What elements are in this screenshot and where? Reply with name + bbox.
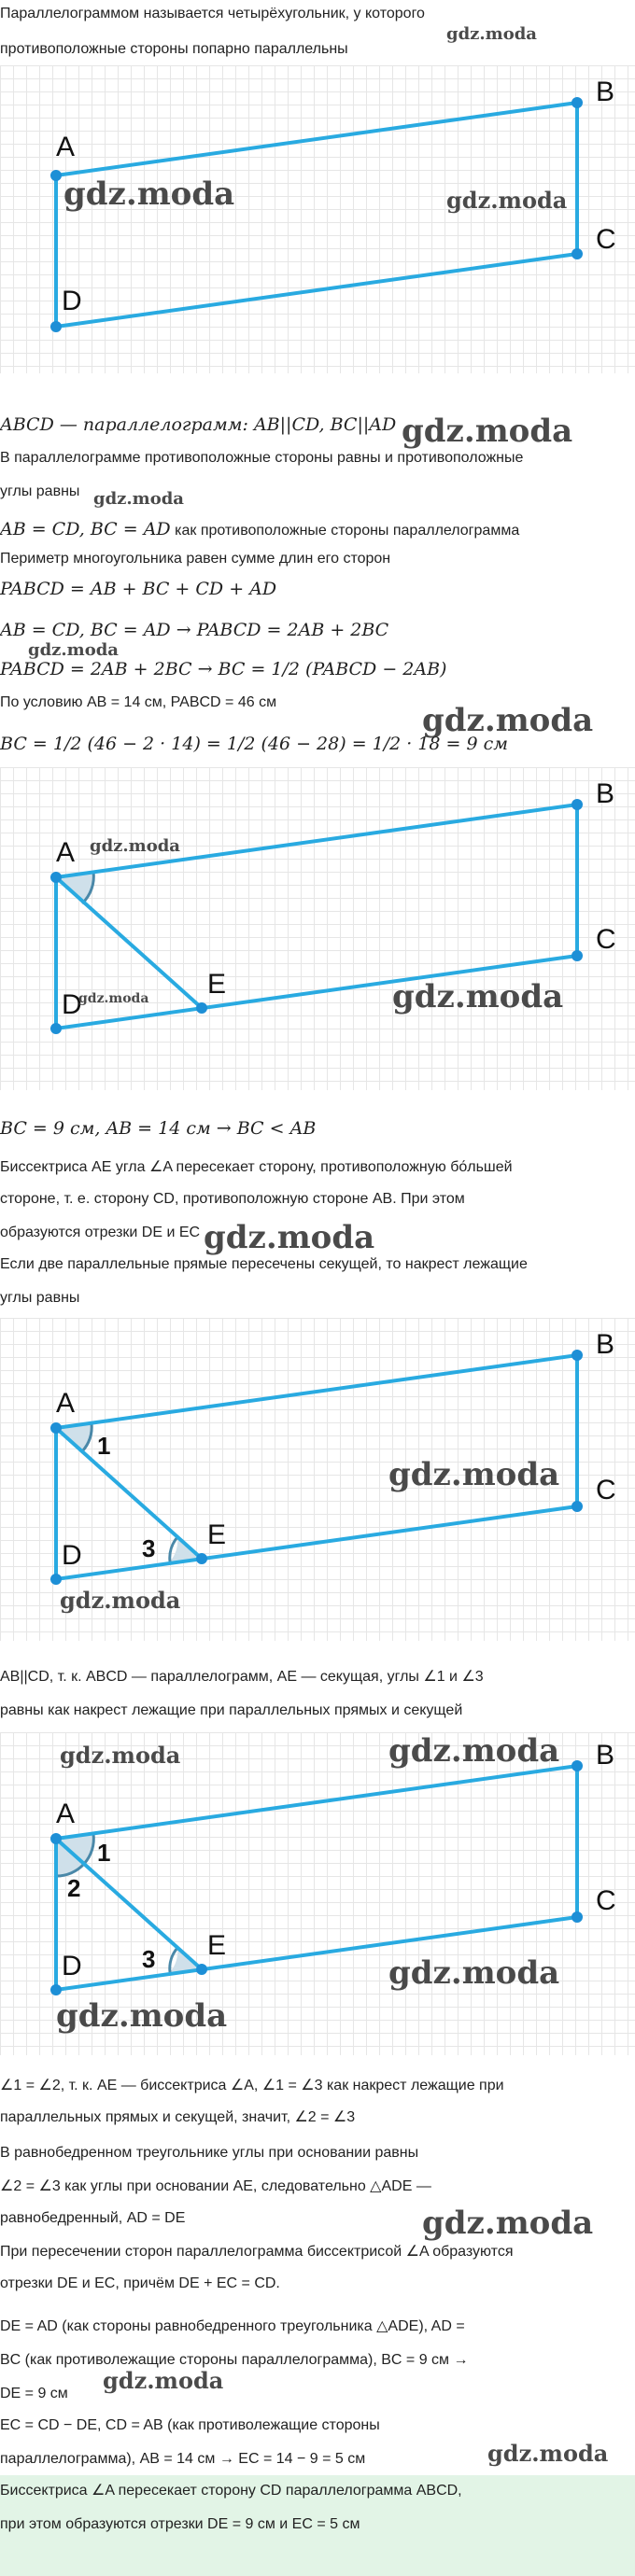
watermark: gdz.moda [402,413,573,450]
angle-1-label: 1 [97,1432,111,1460]
vertex-d [50,1984,62,1995]
watermark: gdz.moda [90,836,180,856]
angle-2-label: 2 [67,1874,81,1902]
figure-alternate-angles [0,1318,635,1641]
watermark: gdz.moda [422,702,594,739]
watermark: gdz.moda [446,24,537,44]
definition-line-1: Параллелограммом называется четырёхугольник, у которого [0,6,425,21]
perimeter-rule: Периметр многоугольника равен сумме длин его сторон [0,551,391,567]
figure-isosceles [0,1732,635,2055]
secant-line-2: равны как накрест лежащие при параллельных прямых и секущей [0,1702,463,1718]
bisector-line-3: образуются отрезки DE и EC [0,1225,201,1240]
vertex-c [572,1501,583,1512]
angle-3-label: 3 [142,1945,156,1973]
watermark: gdz.moda [60,1587,181,1614]
vertex-a [50,872,62,883]
label-c: C [596,924,616,955]
property-line-1: В параллелограмме противоположные стороны равны и противоположные [0,450,524,466]
bisector-equal-line-1: ∠1 = ∠2, т. к. AE — биссектриса ∠A, ∠1 = ∠3 как накрест лежащие при [0,2078,504,2093]
segments-line-1: При пересечении сторон параллелограмма биссектрисой ∠A образуются [0,2244,514,2260]
equal-sides-math: AB = CD, BC = AD [0,519,171,539]
answer-line-2: при этом образуются отрезки DE = 9 см и EC = 5 см [0,2516,360,2532]
bisector-ae [56,877,202,1008]
watermark: gdz.moda [60,1742,181,1769]
statement-abcd: ABCD — параллелограмм: AB||CD, BC||AD [0,414,397,435]
vertex-c [572,248,583,259]
bc-computation: BC = 1/2 (46 − 2 · 14) = 1/2 (46 − 28) = 1/2 · 18 = 9 см [0,734,509,754]
answer-line-1: Биссектриса ∠A пересекает сторону CD параллелограмма ABCD, [0,2483,462,2499]
watermark: gdz.moda [78,991,149,1006]
watermark: gdz.moda [56,1997,228,2035]
alternate-angles-line-1: Если две параллельные прямые пересечены секущей, то накрест лежащие [0,1256,528,1272]
label-a: A [56,1799,76,1829]
isosceles-line-3: равнобедренный, AD = DE [0,2210,186,2226]
label-d: D [62,1951,82,1981]
bisector-ae [56,1839,202,1969]
ec-line-1: EC = CD − DE, CD = AB (как противолежащие стороны [0,2417,380,2433]
label-a: A [56,132,76,162]
perimeter-formula: PABCD = AB + BC + CD + AD [0,579,277,599]
bisector-diagram [0,767,635,1090]
alternate-angles-line-2: углы равны [0,1290,80,1306]
label-b: B [596,77,615,107]
vertex-d [50,1023,62,1034]
vertex-c [572,1911,583,1923]
secant-line-1: AB||CD, т. к. ABCD — параллелограмм, AE — секущая, углы ∠1 и ∠3 [0,1669,484,1685]
bisector-line-2: стороне, т. е. сторону CD, противоположную стороне AB. При этом [0,1191,465,1207]
figure-bisector [0,767,635,1090]
watermark: gdz.moda [93,489,184,509]
vertex-a [50,170,62,181]
watermark: gdz.moda [204,1219,375,1256]
point-e [196,1002,207,1014]
point-e [196,1553,207,1564]
parallelogram-diagram [0,65,635,373]
vertex-b [572,799,583,810]
given-values: По условию AB = 14 см, PABCD = 46 см [0,694,277,710]
watermark: gdz.moda [392,978,564,1015]
watermark: gdz.moda [64,175,235,213]
vertex-d [50,321,62,332]
vertex-b [572,1760,583,1771]
perimeter-substitution: AB = CD, BC = AD → PABCD = 2AB + 2BC [0,620,389,640]
isosceles-line-2: ∠2 = ∠3 как углы при основании AE, следовательно △ADE — [0,2178,431,2194]
label-e: E [207,1519,227,1550]
watermark: gdz.moda [487,2440,609,2467]
angle-3-label: 3 [142,1534,156,1562]
de-line-1: DE = AD (как стороны равнобедренного треугольника △ADE), AD = [0,2318,465,2334]
label-b: B [596,778,615,809]
equal-sides-line [0,517,635,543]
bisector-equal-line-2: параллельных прямых и секущей, значит, ∠2 = ∠3 [0,2109,356,2125]
definition-line-2: противоположные стороны попарно параллельны [0,41,348,57]
label-a: A [56,1388,76,1419]
bc-formula: PABCD = 2AB + 2BC → BC = 1/2 (PABCD − 2AB) [0,659,447,679]
label-d: D [62,286,82,316]
label-c: C [596,224,616,255]
label-c: C [596,1475,616,1505]
vertex-b [572,97,583,108]
equal-sides-text: как противоположные стороны параллелограмма [175,523,520,539]
label-c: C [596,1885,616,1916]
label-e: E [207,969,227,1000]
ec-line-2: параллелограмма), AB = 14 см → EC = 14 − 9 = 5 см [0,2451,366,2467]
secant-ae [56,1428,202,1559]
watermark: gdz.moda [28,640,119,660]
point-e [196,1964,207,1975]
segments-line-2: отрезки DE и EC, причём DE + EC = CD. [0,2275,280,2291]
isosceles-line-1: В равнобедренном треугольнике углы при основании равны [0,2145,419,2161]
label-e: E [207,1930,227,1961]
parallelogram-outline [56,103,577,327]
watermark: gdz.moda [388,1954,560,1992]
angle-1-label: 1 [97,1839,111,1867]
label-d: D [62,989,82,1020]
answer-box [0,2475,635,2576]
vertex-a [50,1833,62,1844]
bisector-line-1: Биссектриса AE угла ∠A пересекает сторону, противоположную бо́льшей [0,1159,513,1175]
label-a: A [56,837,76,868]
watermark: gdz.moda [422,2205,594,2242]
vertex-b [572,1350,583,1361]
property-line-2: углы равны [0,483,80,499]
vertex-d [50,1574,62,1585]
de-line-3: DE = 9 см [0,2386,68,2401]
vertex-c [572,950,583,961]
watermark: gdz.moda [103,2367,224,2394]
watermark: gdz.moda [388,1732,560,1770]
bc-less-ab: BC = 9 см, AB = 14 см → BC < AB [0,1118,317,1139]
watermark: gdz.moda [388,1456,560,1493]
watermark: gdz.moda [446,187,568,214]
label-d: D [62,1540,82,1571]
de-line-2: BC (как противолежащие стороны параллелограмма), BC = 9 см → [0,2352,469,2368]
vertex-a [50,1422,62,1434]
label-b: B [596,1329,615,1360]
label-b: B [596,1740,615,1771]
